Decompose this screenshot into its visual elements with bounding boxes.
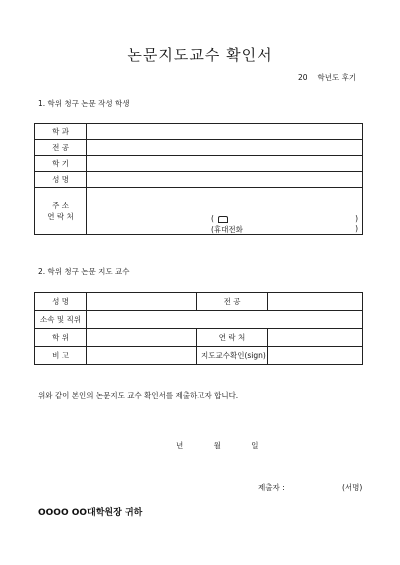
page-title: 논문지도교수 확인서	[127, 46, 273, 64]
term-suffix: 학년도 후기	[317, 73, 357, 82]
advisor-table	[34, 292, 363, 365]
advisor-sign-field[interactable]	[268, 347, 363, 365]
signature-label: (서명)	[342, 483, 363, 492]
date-day: 일	[251, 441, 259, 450]
degree-field[interactable]	[87, 329, 197, 347]
advisor-sign-label: 지도교수확인(sign)	[197, 347, 268, 365]
table-row	[35, 172, 363, 188]
submission-statement: 위와 같이 본인의 논문지도 교수 확인서를 제출하고자 합니다.	[38, 391, 239, 400]
name-field[interactable]	[87, 172, 363, 188]
address-field[interactable]	[87, 188, 363, 235]
date-line	[176, 440, 259, 451]
table-row	[35, 329, 363, 347]
table-row	[35, 293, 363, 311]
remarks-label: 비 고	[35, 347, 87, 365]
remarks-field[interactable]	[87, 347, 197, 365]
date-month: 월	[213, 441, 221, 450]
addressee: OOOO OO대학원장 귀하	[38, 508, 143, 518]
dept-field[interactable]	[87, 124, 363, 140]
phone-icon	[218, 216, 228, 223]
table-row	[35, 124, 363, 140]
advisor-name-label: 성 명	[35, 293, 87, 311]
degree-label: 학 위	[35, 329, 87, 347]
phone-line	[211, 214, 230, 223]
major-field[interactable]	[87, 140, 363, 156]
major-label: 전 공	[35, 140, 87, 156]
phone-close-paren: )	[355, 214, 358, 223]
affiliation-field[interactable]	[87, 311, 363, 329]
submitter-label: 제출자 :	[258, 483, 285, 492]
table-row	[35, 347, 363, 365]
date-year: 년	[176, 441, 184, 450]
mobile-close-paren: )	[355, 224, 358, 233]
table-row	[35, 156, 363, 172]
table-row	[35, 188, 363, 235]
semester-field[interactable]	[87, 156, 363, 172]
contact-label: 연 락 처	[47, 212, 74, 221]
advisor-contact-label: 연 락 처	[197, 329, 268, 347]
term-line	[298, 72, 356, 83]
advisor-major-field[interactable]	[268, 293, 363, 311]
address-label-cell	[35, 188, 87, 235]
advisor-major-label: 전 공	[197, 293, 268, 311]
section2-heading: 2. 학위 청구 논문 지도 교수	[38, 267, 130, 276]
address-label: 주 소	[52, 201, 69, 210]
advisor-name-field[interactable]	[87, 293, 197, 311]
phone-open-paren: (	[211, 214, 214, 223]
term-year-prefix: 20	[298, 73, 308, 82]
advisor-contact-field[interactable]	[268, 329, 363, 347]
table-row	[35, 140, 363, 156]
table-row	[35, 311, 363, 329]
affiliation-label: 소속 및 직위	[35, 311, 87, 329]
name-label: 성 명	[35, 172, 87, 188]
dept-label: 학 과	[35, 124, 87, 140]
student-table	[34, 123, 363, 235]
section1-heading: 1. 학위 청구 논문 작성 학생	[38, 99, 130, 108]
semester-label: 학 기	[35, 156, 87, 172]
mobile-label: (휴대전화	[211, 225, 243, 234]
